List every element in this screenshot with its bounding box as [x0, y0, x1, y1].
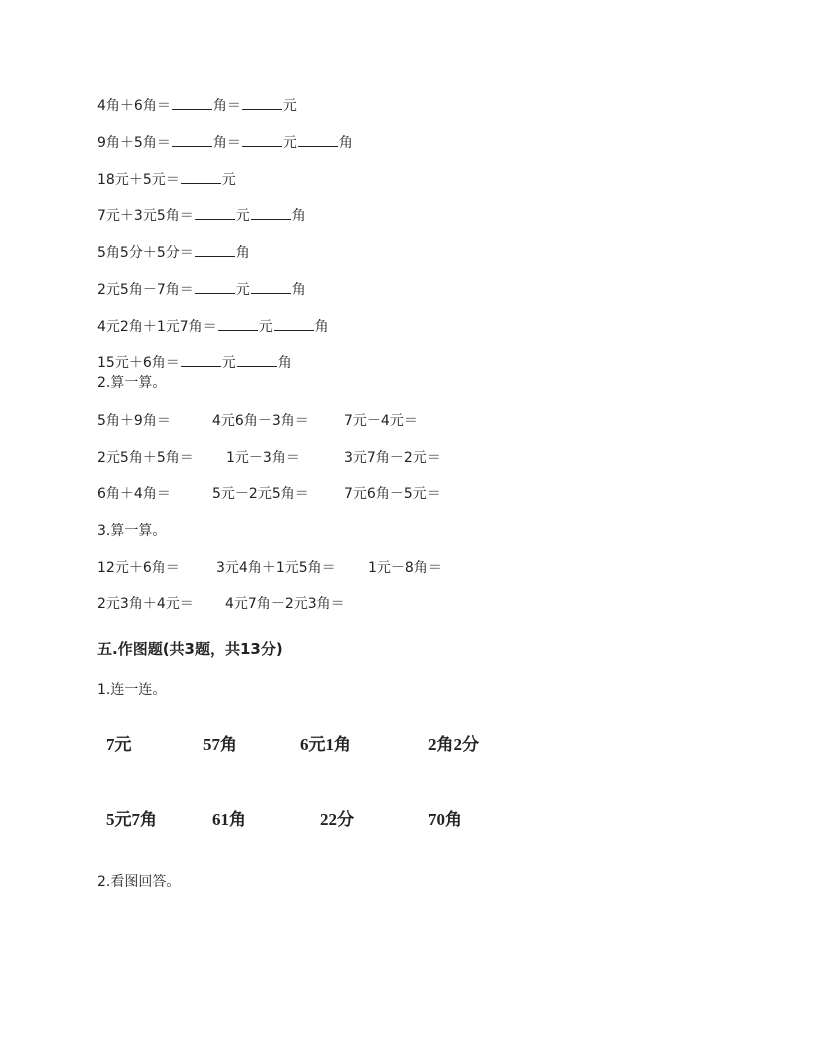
- match-bottom-item[interactable]: 5元7角: [106, 810, 157, 829]
- expression: 5角5分＋5分＝: [97, 245, 194, 261]
- q2-see-picture-title: 2.看图回答。: [97, 874, 181, 890]
- q3-row2-col2: 4元7角－2元3角＝: [225, 596, 345, 612]
- q2-row2-col3: 3元7角－2元＝: [344, 450, 441, 466]
- q2-row1-col3: 7元－4元＝: [344, 413, 418, 429]
- unit-text: 元: [282, 135, 297, 151]
- expression: 4元2角＋1元7角＝: [97, 319, 217, 335]
- answer-blank[interactable]: [298, 145, 338, 147]
- q2-row3-col2: 5元－2元5角＝: [212, 486, 309, 502]
- unit-text: 角: [338, 135, 353, 151]
- q3-row1-col1: 12元＋6角＝: [97, 560, 180, 576]
- unit-text: 角: [235, 245, 250, 261]
- answer-blank[interactable]: [195, 218, 235, 220]
- match-top-item[interactable]: 57角: [203, 735, 237, 754]
- unit-text: 角: [314, 319, 329, 335]
- answer-blank[interactable]: [251, 218, 291, 220]
- unit-text: 元: [235, 282, 250, 298]
- answer-blank[interactable]: [172, 108, 212, 110]
- unit-text: 元: [221, 172, 236, 188]
- match-bottom-item[interactable]: 22分: [320, 810, 354, 829]
- fill-line-5: [97, 244, 250, 262]
- fill-line-8: [97, 354, 292, 372]
- q3-row1-col3: 1元－8角＝: [368, 560, 442, 576]
- q2-row2-col1: 2元5角＋5角＝: [97, 450, 194, 466]
- fill-line-7: [97, 318, 329, 336]
- answer-blank[interactable]: [242, 108, 282, 110]
- q3-title: 3.算一算。: [97, 523, 167, 539]
- unit-text: 角: [277, 355, 292, 371]
- fill-line-2: [97, 134, 353, 152]
- fill-line-1: [97, 97, 297, 115]
- answer-blank[interactable]: [181, 365, 221, 367]
- fill-line-6: [97, 281, 306, 299]
- answer-blank[interactable]: [274, 329, 314, 331]
- unit-text: 元: [235, 208, 250, 224]
- match-bottom-item[interactable]: 61角: [212, 810, 246, 829]
- q3-row1-col2: 3元4角＋1元5角＝: [216, 560, 336, 576]
- q2-title: 2.算一算。: [97, 375, 167, 391]
- q1-title: 1.连一连。: [97, 682, 167, 698]
- answer-blank[interactable]: [237, 365, 277, 367]
- expression: 18元＋5元＝: [97, 172, 180, 188]
- answer-blank[interactable]: [251, 292, 291, 294]
- q2-row3-col3: 7元6角－5元＝: [344, 486, 441, 502]
- q2-row2-col2: 1元－3角＝: [226, 450, 300, 466]
- answer-blank[interactable]: [195, 255, 235, 257]
- q3-row2-col1: 2元3角＋4元＝: [97, 596, 194, 612]
- unit-text: 角: [291, 282, 306, 298]
- answer-blank[interactable]: [172, 145, 212, 147]
- q2-row1-col1: 5角＋9角＝: [97, 413, 171, 429]
- answer-blank[interactable]: [218, 329, 258, 331]
- expression: 15元＋6角＝: [97, 355, 180, 371]
- unit-text: 角＝: [212, 135, 241, 151]
- expression: 7元＋3元5角＝: [97, 208, 194, 224]
- match-top-item[interactable]: 2角2分: [428, 735, 479, 754]
- unit-text: 元: [282, 98, 297, 114]
- unit-text: 元: [258, 319, 273, 335]
- unit-text: 角＝: [212, 98, 241, 114]
- expression: 4角＋6角＝: [97, 98, 171, 114]
- match-top-item[interactable]: 7元: [106, 735, 132, 754]
- section-title: 五.作图题(共3题，共13分): [97, 640, 283, 658]
- q2-row3-col1: 6角＋4角＝: [97, 486, 171, 502]
- fill-line-4: [97, 207, 306, 225]
- answer-blank[interactable]: [195, 292, 235, 294]
- unit-text: 角: [291, 208, 306, 224]
- expression: 9角＋5角＝: [97, 135, 171, 151]
- match-top-item[interactable]: 6元1角: [300, 735, 351, 754]
- match-bottom-item[interactable]: 70角: [428, 810, 462, 829]
- q2-row1-col2: 4元6角－3角＝: [212, 413, 309, 429]
- answer-blank[interactable]: [242, 145, 282, 147]
- fill-line-3: [97, 171, 236, 189]
- answer-blank[interactable]: [181, 182, 221, 184]
- unit-text: 元: [221, 355, 236, 371]
- expression: 2元5角－7角＝: [97, 282, 194, 298]
